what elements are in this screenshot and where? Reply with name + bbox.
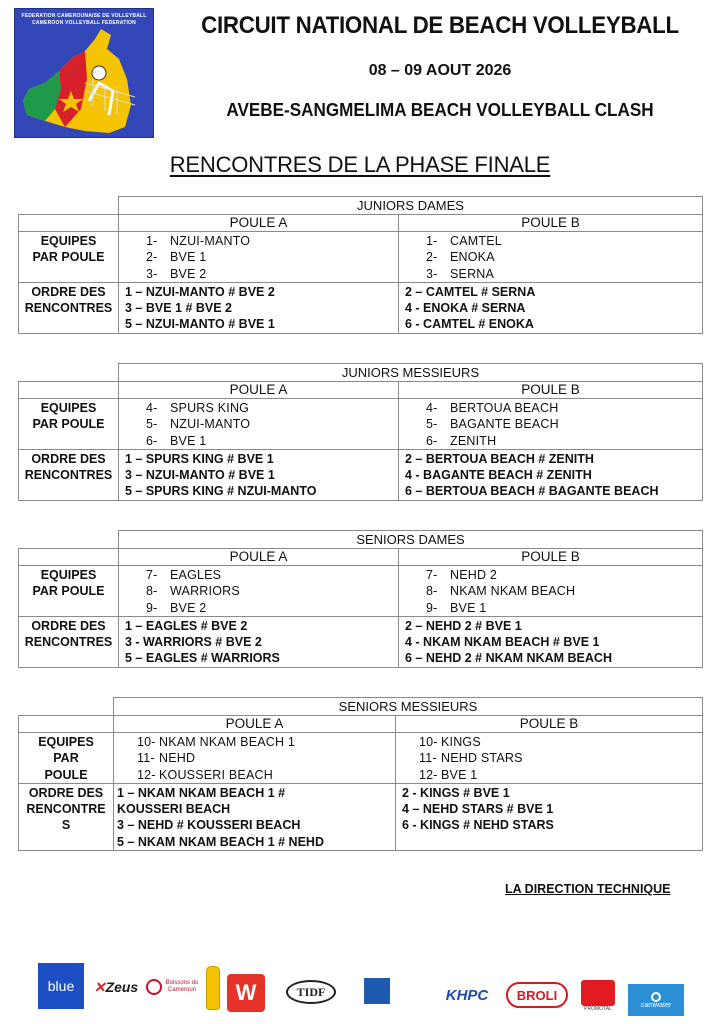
team-item: 3- SERNA [426, 266, 495, 281]
team-item: 8- WARRIORS [146, 584, 240, 599]
circuit-title: CIRCUIT NATIONAL DE BEACH VOLLEYBALL [201, 12, 679, 39]
match-item: 1 – EAGLES # BVE 2 [125, 618, 248, 633]
team-item: 11- NEHD [137, 751, 196, 766]
team-item: 6- BVE 1 [146, 433, 207, 448]
equipes-label: EQUIPES PAR POULE [19, 733, 114, 784]
poule-b-teams [399, 566, 703, 617]
match-item: 4 - NKAM NKAM BEACH # BVE 1 [405, 635, 600, 650]
poule-b-teams [399, 399, 703, 450]
team-item: 12- BVE 1 [419, 767, 478, 782]
team-item: 10- NKAM NKAM BEACH 1 [137, 735, 296, 749]
team-item: 3- BVE 2 [146, 266, 207, 281]
poule-a-header: POULE A [119, 549, 399, 566]
poule-a-teams [119, 232, 399, 283]
match-item: 4 – NEHD STARS # BVE 1 [402, 802, 554, 817]
match-item: 2 – NEHD 2 # BVE 1 [405, 618, 522, 633]
ordre-label: ORDRE DES RENCONTRES [19, 449, 119, 500]
broli-logo: BROLI [506, 982, 568, 1008]
team-item: 4- SPURS KING [146, 401, 250, 415]
red-w-logo: W [227, 974, 265, 1012]
sponsor-bar [0, 960, 720, 1018]
match-item: 6 - KINGS # NEHD STARS [402, 818, 554, 833]
poule-b-header: POULE B [399, 382, 703, 399]
seniors-dames-table [18, 530, 703, 668]
team-item: 1- CAMTEL [426, 234, 502, 248]
empty-cell [19, 698, 114, 716]
match-item: 6 - CAMTEL # ENOKA [405, 317, 534, 332]
category-header: JUNIORS DAMES [119, 197, 703, 215]
event-date: 08 – 09 AOUT 2026 [368, 62, 512, 79]
team-item: 9- BVE 1 [426, 600, 487, 615]
match-item: 3 – NEHD # KOUSSERI BEACH [117, 818, 301, 833]
poule-a-matches [119, 449, 399, 500]
match-item: 5 – SPURS KING # NZUI-MANTO [125, 484, 317, 499]
ordre-label: ORDRE DES RENCONTRES [19, 616, 119, 667]
match-item: 1 – NKAM NKAM BEACH 1 # KOUSSERI BEACH [117, 785, 286, 817]
poule-b-matches [399, 449, 703, 500]
team-item: 11- NEHD STARS [419, 751, 523, 766]
juniors-dames-table [18, 196, 703, 334]
poule-b-matches [396, 783, 703, 850]
poule-a-header: POULE A [114, 716, 396, 733]
poule-a-teams [119, 399, 399, 450]
team-item: 1- NZUI-MANTO [146, 234, 251, 248]
empty-cell [19, 364, 119, 382]
team-item: 12- KOUSSERI BEACH [137, 767, 273, 782]
team-item: 9- BVE 2 [146, 600, 207, 615]
category-header: SENIORS DAMES [119, 531, 703, 549]
poule-b-teams [396, 733, 703, 784]
category-header: SENIORS MESSIEURS [114, 698, 703, 716]
team-item: 10- KINGS [419, 735, 481, 749]
poule-a-header: POULE A [119, 382, 399, 399]
empty-cell [19, 549, 119, 566]
match-item: 5 – NZUI-MANTO # BVE 1 [125, 317, 275, 332]
blue-square-logo [364, 978, 390, 1004]
match-item: 5 – NKAM NKAM BEACH 1 # NEHD [117, 834, 324, 849]
federation-logo [14, 8, 154, 138]
team-item: 5- BAGANTE BEACH [426, 417, 559, 432]
poule-a-teams [119, 566, 399, 617]
promotal-logo: PROMOTAL [578, 978, 618, 1014]
match-item: 3 – BVE 1 # BVE 2 [125, 301, 233, 316]
team-item: 8- NKAM NKAM BEACH [426, 584, 576, 599]
match-item: 3 – NZUI-MANTO # BVE 1 [125, 468, 275, 483]
event-name: AVEBE-SANGMELIMA BEACH VOLLEYBALL CLASH [226, 100, 654, 120]
match-item: 2 - KINGS # BVE 1 [402, 785, 510, 800]
cameroon-map-icon [15, 9, 154, 138]
match-item: 1 – NZUI-MANTO # BVE 2 [125, 284, 275, 299]
match-item: 6 – BERTOUA BEACH # BAGANTE BEACH [405, 484, 659, 499]
empty-cell [19, 215, 119, 232]
team-item: 6- ZENITH [426, 433, 497, 448]
empty-cell [19, 382, 119, 399]
poule-a-matches [114, 783, 396, 850]
poule-a-teams [114, 733, 396, 784]
boissons-du-cameroun-logo: Boissons du Cameroun [145, 972, 201, 1002]
empty-cell [19, 531, 119, 549]
match-item: 5 – EAGLES # WARRIORS [125, 651, 280, 666]
juniors-messieurs-table [18, 363, 703, 501]
camwater-logo: camwater [628, 984, 684, 1016]
empty-cell [19, 197, 119, 215]
poule-b-header: POULE B [399, 215, 703, 232]
tidf-logo: TIDF [286, 980, 336, 1004]
team-item: 4- BERTOUA BEACH [426, 401, 559, 415]
ordre-label: ORDRE DES RENCONTRE S [19, 783, 114, 850]
equipes-label: EQUIPES PAR POULE [19, 566, 119, 617]
team-item: 7- NEHD 2 [426, 568, 498, 582]
seniors-messieurs-table [18, 697, 703, 851]
match-item: 4 - ENOKA # SERNA [405, 301, 526, 316]
poule-a-matches [119, 616, 399, 667]
khpc-logo: KHPC [445, 986, 489, 1004]
ordre-label: ORDRE DES RENCONTRES [19, 282, 119, 333]
poule-b-header: POULE B [399, 549, 703, 566]
blue-logo: blue [38, 963, 84, 1009]
match-item: 3 - WARRIORS # BVE 2 [125, 635, 262, 650]
phase-title: RENCONTRES DE LA PHASE FINALE [169, 152, 551, 177]
equipes-label: EQUIPES PAR POULE [19, 232, 119, 283]
empty-cell [19, 716, 114, 733]
direction-technique: LA DIRECTION TECHNIQUE [505, 882, 671, 896]
match-item: 1 – SPURS KING # BVE 1 [125, 451, 274, 466]
team-item: 5- NZUI-MANTO [146, 417, 251, 432]
poule-a-matches [119, 282, 399, 333]
match-item: 2 – BERTOUA BEACH # ZENITH [405, 451, 594, 466]
team-item: 2- BVE 1 [146, 250, 207, 265]
category-header: JUNIORS MESSIEURS [119, 364, 703, 382]
poule-b-matches [399, 616, 703, 667]
match-item: 2 – CAMTEL # SERNA [405, 284, 536, 299]
bottle-logo [206, 966, 220, 1010]
poule-b-matches [399, 282, 703, 333]
zeus-logo: ✕ Zeus [93, 978, 139, 995]
equipes-label: EQUIPES PAR POULE [19, 399, 119, 450]
poule-b-header: POULE B [396, 716, 703, 733]
poule-a-header: POULE A [119, 215, 399, 232]
match-item: 4 - BAGANTE BEACH # ZENITH [405, 468, 592, 483]
poule-b-teams [399, 232, 703, 283]
team-item: 7- EAGLES [146, 568, 222, 582]
team-item: 2- ENOKA [426, 250, 495, 265]
match-item: 6 – NEHD 2 # NKAM NKAM BEACH [405, 651, 612, 666]
logo-federation-text: FEDERATION CAMEROUNAISE DE VOLLEYBALL CAMEROON VOLLEYBALL FEDERATION [21, 13, 147, 26]
